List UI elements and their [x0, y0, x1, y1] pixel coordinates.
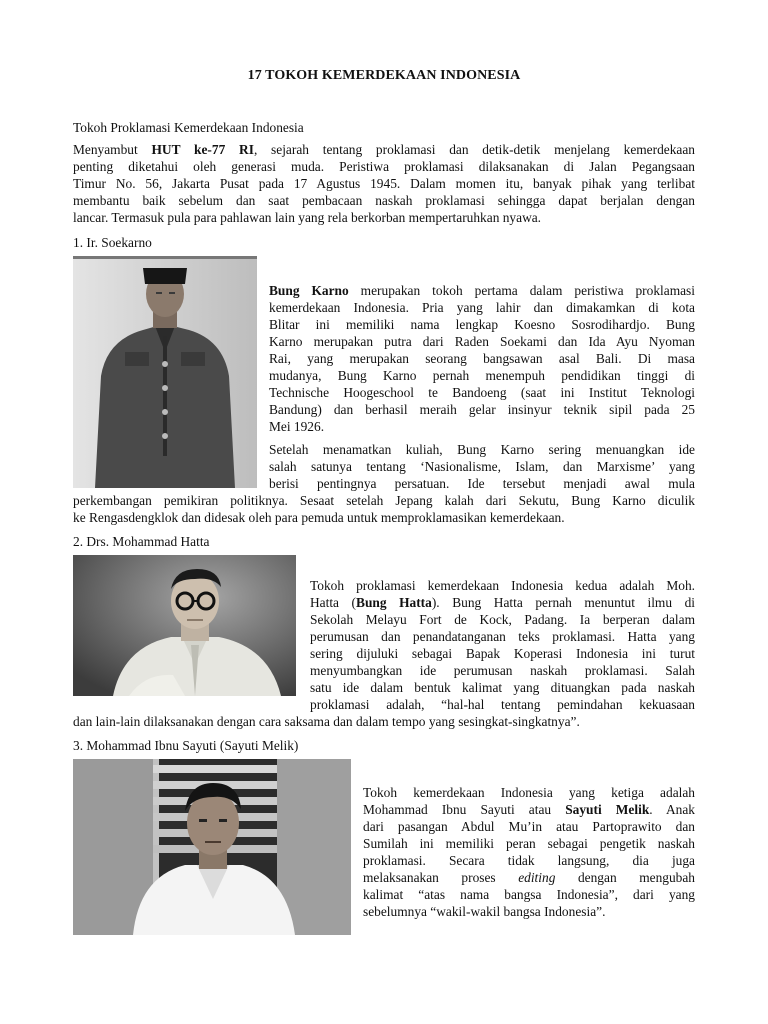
- sayuti-line-7: kalimat “atas nama bangsa Indonesia”, dari yang: [363, 887, 695, 902]
- photo-soekarno: [73, 256, 257, 488]
- soekarno-p1-line-6: mudanya, Bung Karno pernah menempuh pendidikan tinggi di: [269, 368, 695, 383]
- sayuti-portrait-image: [73, 759, 351, 935]
- hatta-line-4: perumusan dan penandatanganan teks proklamasi. Hatta yang: [310, 629, 695, 644]
- heading-sayuti: 3. Mohammad Ibnu Sayuti (Sayuti Melik): [73, 738, 299, 753]
- soekarno-p1-line-7: Technische Hoogeschool te Bandoeng (saat ini Institut Teknologi: [269, 385, 695, 400]
- sayuti-line-3: dari pasangan Abdul Mu’in atau Partoprawito dan: [363, 819, 695, 834]
- heading-soekarno: 1. Ir. Soekarno: [73, 235, 152, 250]
- sayuti-line-8: sebelumnya “wakil-wakil bangsa Indonesia”.: [363, 904, 606, 919]
- soekarno-p2-line-3: berisi pentingnya persatuan. Ide tersebut menjadi awal mula: [269, 476, 695, 491]
- section-subtitle: Tokoh Proklamasi Kemerdekaan Indonesia: [73, 120, 304, 135]
- hatta-line-1: Tokoh proklamasi kemerdekaan Indonesia kedua adalah Moh.: [310, 578, 695, 593]
- sayuti-line-6: melaksanakan proses editing dengan mengubah: [363, 870, 695, 885]
- soekarno-p1-line-1: Bung Karno merupakan tokoh pertama dalam peristiwa proklamasi: [269, 283, 695, 298]
- hatta-line-9: dan lain-lain dilaksanakan dengan cara saksama dan dalam tempo yang sesingkat-singkatnya”.: [73, 714, 580, 729]
- hatta-portrait-image: [73, 555, 296, 696]
- soekarno-p2-line-5: ke Rengasdengklok dan didesak oleh para pemuda untuk memproklamasikan kemerdekaan.: [73, 510, 565, 525]
- sayuti-line-1: Tokoh kemerdekaan Indonesia yang ketiga adalah: [363, 785, 695, 800]
- intro-line-5: lancar. Termasuk pula para pahlawan lain yang rela berkorban mempertaruhkan nyawa.: [73, 210, 542, 225]
- hatta-line-3: Sekolah Melayu Fort de Kock, Padang. Ia berperan dalam: [310, 612, 695, 627]
- intro-line-1: Menyambut HUT ke-77 RI, sejarah tentang proklamasi dan detik-detik menjelang kemerdekaan: [73, 142, 696, 157]
- sayuti-line-2: Mohammad Ibnu Sayuti atau Sayuti Melik. Anak: [363, 802, 695, 817]
- soekarno-portrait-image: [73, 256, 257, 488]
- hatta-line-7: satu ide dalam bentuk kalimat yang dituangkan pada naskah: [310, 680, 695, 695]
- sayuti-line-4: Sumilah ini memiliki peran sebagai pengetik naskah: [363, 836, 695, 851]
- sayuti-line-5: proklamasi. Secara tidak langsung, dia juga: [363, 853, 695, 868]
- intro-line-4: membantu baik sebelum dan saat pembacaan naskah proklamasi sehingga dapat berjalan dengan: [73, 193, 695, 208]
- soekarno-p2-line-1: Setelah menamatkan kuliah, Bung Karno sering menuangkan ide: [269, 442, 695, 457]
- soekarno-p2-line-2: salah satunya tentang ‘Nasionalisme, Islam, dan Marxisme’ yang: [269, 459, 695, 474]
- soekarno-p1-line-4: Karno merupakan putra dari Raden Soekami dan Ida Ayu Nyoman: [269, 334, 695, 349]
- hatta-line-6: menyumbangkan ide perumusan naskah proklamasi. Salah: [310, 663, 695, 678]
- hut-highlight: HUT ke-77 RI: [151, 142, 254, 157]
- intro-line-2: penting diketahui oleh generasi muda. Peristiwa proklamasi dilaksanakan di Jalan Pegangsaan: [73, 159, 695, 174]
- soekarno-p1-line-3: Blitar ini memiliki nama lengkap Koesno Sosrodihardjo. Bung: [269, 317, 695, 332]
- soekarno-p2-line-4: perkembangan pemikiran politiknya. Sesaat setelah Jepang kalah dari Sekutu, Bung Karno diculik: [73, 493, 695, 508]
- heading-hatta: 2. Drs. Mohammad Hatta: [73, 534, 210, 549]
- hatta-line-2: Hatta (Bung Hatta). Bung Hatta pernah menuntut ilmu di: [310, 595, 696, 610]
- intro-line-3: Timur No. 56, Jakarta Pusat pada 17 Agustus 1945. Dalam momen itu, banyak pihak yang terlibat: [73, 176, 695, 191]
- soekarno-p1-line-5: Rai, yang merupakan seorang bangsawan asal Bali. Di masa: [269, 351, 695, 366]
- soekarno-p1-line-2: kemerdekaan Indonesia. Pria yang lahir dan dimakamkan di kota: [269, 300, 695, 315]
- hatta-line-8: proklamasi adalah, “hal-hal tentang pemindahan kekuasaan: [310, 697, 695, 712]
- soekarno-p1-line-8: Bandung) dan berhasil meraih gelar insinyur teknik sipil pada 25: [269, 402, 695, 417]
- hatta-line-5: sering dijuluki sebagai Bapak Koperasi Indonesia ini turut: [310, 646, 695, 661]
- soekarno-p1-line-9: Mei 1926.: [269, 419, 325, 434]
- photo-sayuti: [73, 759, 351, 935]
- photo-hatta: [73, 555, 296, 696]
- page-title: 17 TOKOH KEMERDEKAAN INDONESIA: [247, 68, 521, 83]
